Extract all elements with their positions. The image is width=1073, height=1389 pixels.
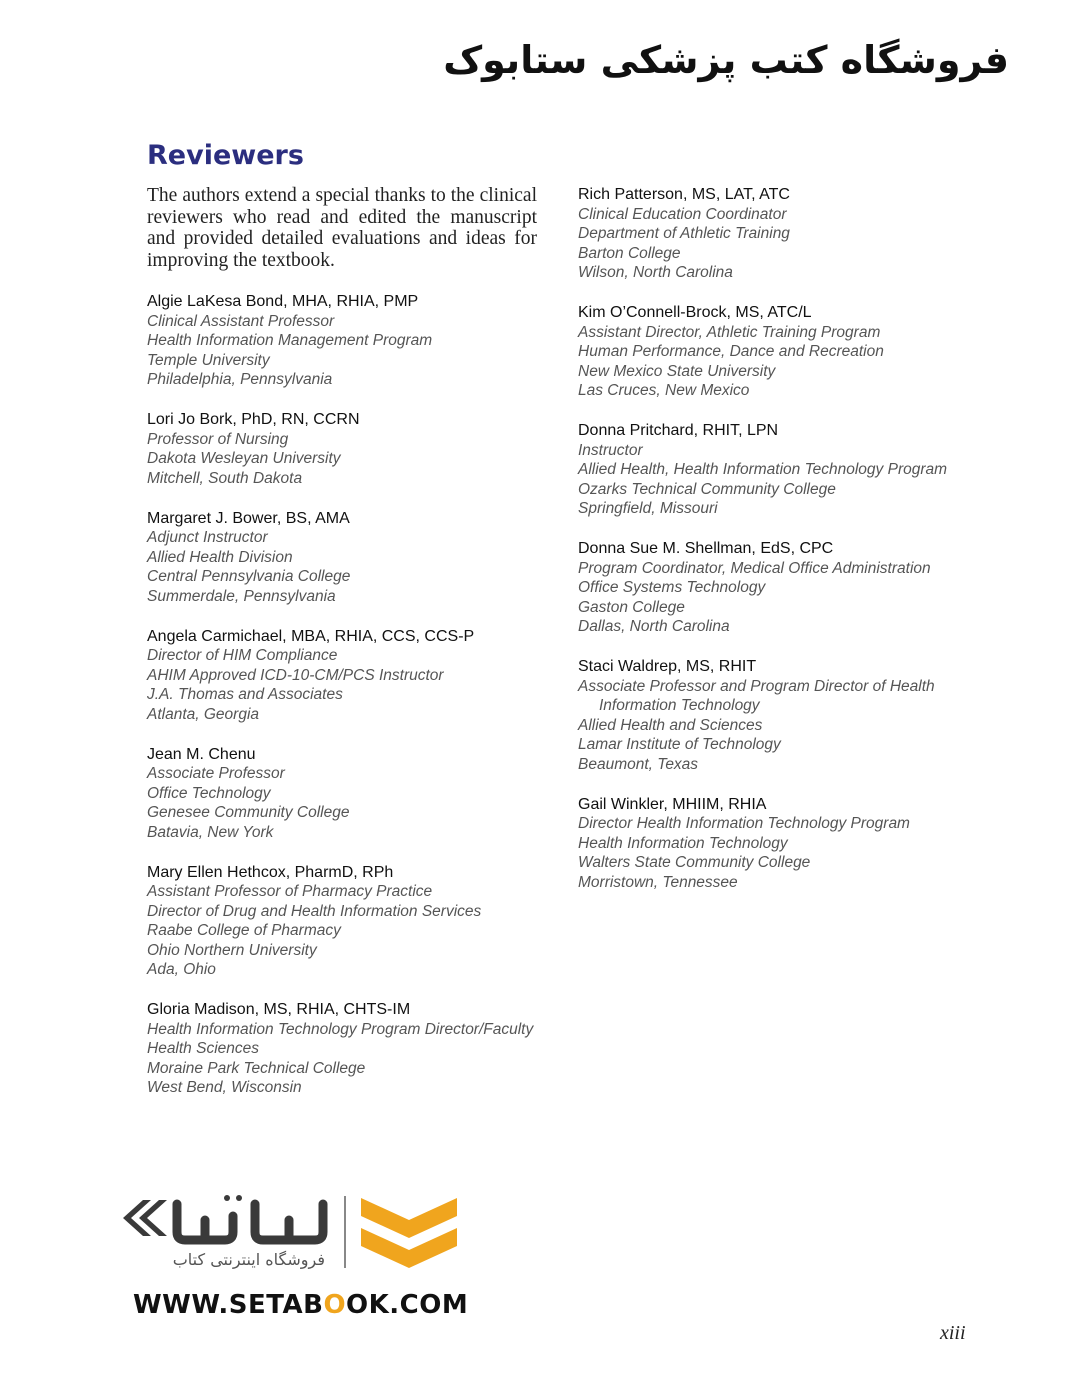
reviewer-name: Margaret J. Bower, BS, AMA <box>147 509 350 527</box>
reviewer-affiliation-line: Associate Professor and Program Director of Health <box>578 677 935 695</box>
reviewer-affiliation-line: Adjunct Instructor <box>147 529 268 546</box>
reviewer-affiliation-line: Instructor <box>578 441 643 459</box>
seta-wordmark-icon <box>177 1195 323 1240</box>
intro-paragraph: The authors extend a special thanks to the clinical reviewers who read and edited the manuscript and provided detailed evaluations and ideas for improving the textbook. <box>147 185 537 271</box>
reviewer-affiliation-line: Barton College <box>578 244 681 262</box>
section-heading: Reviewers <box>147 140 304 171</box>
reviewer-affiliation-line: Director Health Information Technology Program <box>578 815 910 832</box>
reviewer-affiliation-line: Philadelphia, Pennsylvania <box>147 371 333 388</box>
reviewer-affiliation-line: Morristown, Tennessee <box>578 873 738 891</box>
book-chevron-icon <box>361 1198 457 1268</box>
reviewer-affiliation-line: Human Performance, Dance and Recreation <box>578 343 884 360</box>
reviewer-name: Rich Patterson, MS, LAT, ATC <box>578 186 790 203</box>
reviewer-name: Jean M. Chenu <box>147 745 256 763</box>
reviewer-affiliation-line: Ozarks Technical Community College <box>578 480 836 498</box>
reviewer-name: Gloria Madison, MS, RHIA, CHTS-IM <box>147 1001 411 1018</box>
reviewer-entry <box>147 627 547 725</box>
logo-tagline: فروشگاه اینترنتی کتاب <box>172 1250 325 1269</box>
reviewer-affiliation-line: Beaumont, Texas <box>578 755 699 773</box>
reviewer-affiliation-line: Las Cruces, New Mexico <box>578 382 750 399</box>
reviewer-affiliation-line: Clinical Assistant Professor <box>147 312 335 330</box>
reviewer-affiliation-line: Health Sciences <box>147 1040 260 1057</box>
reviewer-affiliation-line: Health Information Management Program <box>147 332 433 349</box>
reviewer-affiliation-line: Clinical Education Coordinator <box>578 205 787 223</box>
reviewer-affiliation-line: Dallas, North Carolina <box>578 618 730 635</box>
reviewer-affiliation-line: Wilson, North Carolina <box>578 264 733 281</box>
reviewer-entry <box>578 303 998 401</box>
reviewer-affiliation-line: Mitchell, South Dakota <box>147 469 303 487</box>
reviewer-entry <box>578 795 998 893</box>
reviewer-name: Kim O’Connell-Brock, MS, ATC/L <box>578 304 812 321</box>
reviewers-left-column <box>147 292 547 1118</box>
page-number: xiii <box>940 1322 966 1344</box>
reviewer-entry <box>578 185 998 283</box>
reviewer-affiliation-line: Ada, Ohio <box>147 961 216 978</box>
reviewer-entry <box>578 657 998 774</box>
url-prefix: WWW.SETAB <box>133 1290 324 1320</box>
reviewer-affiliation-line: Atlanta, Georgia <box>147 705 260 723</box>
reviewer-name: Donna Pritchard, RHIT, LPN <box>578 422 779 439</box>
reviewer-affiliation-line: Springfield, Missouri <box>578 500 718 517</box>
reviewer-affiliation-line: Central Pennsylvania College <box>147 568 351 585</box>
reviewer-entry <box>147 1000 547 1098</box>
website-url[interactable] <box>133 1290 468 1320</box>
reviewer-affiliation-line: Professor of Nursing <box>147 430 289 448</box>
url-accent-letter: O <box>323 1290 347 1320</box>
reviewer-entry <box>578 539 998 637</box>
reviewer-entry <box>147 292 547 390</box>
reviewer-affiliation-line: Allied Health Division <box>147 548 293 566</box>
store-banner: فروشگاه کتب پزشکی ستابوک <box>443 38 1009 82</box>
reviewer-affiliation-line: Moraine Park Technical College <box>147 1059 366 1077</box>
reviewer-affiliation-line: Gaston College <box>578 598 685 616</box>
reviewer-affiliation-line: Information Technology <box>599 697 760 714</box>
reviewer-affiliation-line: Dakota Wesleyan University <box>147 450 341 467</box>
reviewer-affiliation-line: AHIM Approved ICD-10-CM/PCS Instructor <box>147 666 444 684</box>
reviewer-entry <box>147 745 547 843</box>
reviewer-name: Algie LaKesa Bond, MHA, RHIA, PMP <box>147 293 419 310</box>
reviewer-entry <box>147 410 547 488</box>
reviewer-affiliation-line: Allied Health, Health Information Technology Program <box>578 461 948 478</box>
reviewer-affiliation-line: Batavia, New York <box>147 823 274 841</box>
reviewers-right-column <box>578 185 998 913</box>
reviewer-name: Staci Waldrep, MS, RHIT <box>578 658 757 675</box>
reviewer-affiliation-line: Assistant Director, Athletic Training Program <box>578 323 881 341</box>
reviewer-affiliation-line: Office Systems Technology <box>578 579 766 596</box>
reviewer-name: Mary Ellen Hethcox, PharmD, RPh <box>147 863 394 881</box>
reviewer-affiliation-line: J.A. Thomas and Associates <box>147 686 343 703</box>
reviewer-affiliation-line: Director of HIM Compliance <box>147 647 338 664</box>
reviewer-affiliation-line: Temple University <box>147 351 270 369</box>
reviewer-affiliation-line: Lamar Institute of Technology <box>578 736 781 753</box>
url-suffix: OK.COM <box>346 1290 469 1320</box>
reviewer-entry <box>147 863 547 980</box>
reviewer-name: Gail Winkler, MHIIM, RHIA <box>578 795 767 813</box>
reviewer-affiliation-line: Ohio Northern University <box>147 941 317 959</box>
reviewer-affiliation-line: Program Coordinator, Medical Office Administration <box>578 559 931 577</box>
reviewer-affiliation-line: Assistant Professor of Pharmacy Practice <box>147 883 433 900</box>
reviewer-affiliation-line: New Mexico State University <box>578 362 776 380</box>
reviewer-affiliation-line: Genesee Community College <box>147 804 350 821</box>
reviewer-affiliation-line: Health Information Technology Program Director/Faculty <box>147 1020 534 1038</box>
reviewer-affiliation-line: Walters State Community College <box>578 854 811 871</box>
reviewer-affiliation-line: Health Information Technology <box>578 834 788 852</box>
reviewer-entry <box>578 421 998 519</box>
reviewer-affiliation-line: Raabe College of Pharmacy <box>147 922 341 939</box>
reviewer-affiliation-line: Department of Athletic Training <box>578 225 790 242</box>
reviewer-name: Donna Sue M. Shellman, EdS, CPC <box>578 540 834 557</box>
reviewer-affiliation-line: West Bend, Wisconsin <box>147 1079 302 1096</box>
reviewer-entry <box>147 509 547 607</box>
reviewer-affiliation-line: Associate Professor <box>147 765 285 782</box>
reviewer-affiliation-line: Allied Health and Sciences <box>578 716 763 734</box>
reviewer-affiliation-line: Director of Drug and Health Information Services <box>147 902 482 920</box>
arrow-chevrons-icon <box>123 1200 167 1236</box>
reviewer-affiliation-line: Summerdale, Pennsylvania <box>147 587 336 605</box>
reviewer-name: Lori Jo Bork, PhD, RN, CCRN <box>147 411 360 428</box>
reviewer-affiliation-line: Office Technology <box>147 784 271 802</box>
reviewer-name: Angela Carmichael, MBA, RHIA, CCS, CCS-P <box>147 627 475 645</box>
